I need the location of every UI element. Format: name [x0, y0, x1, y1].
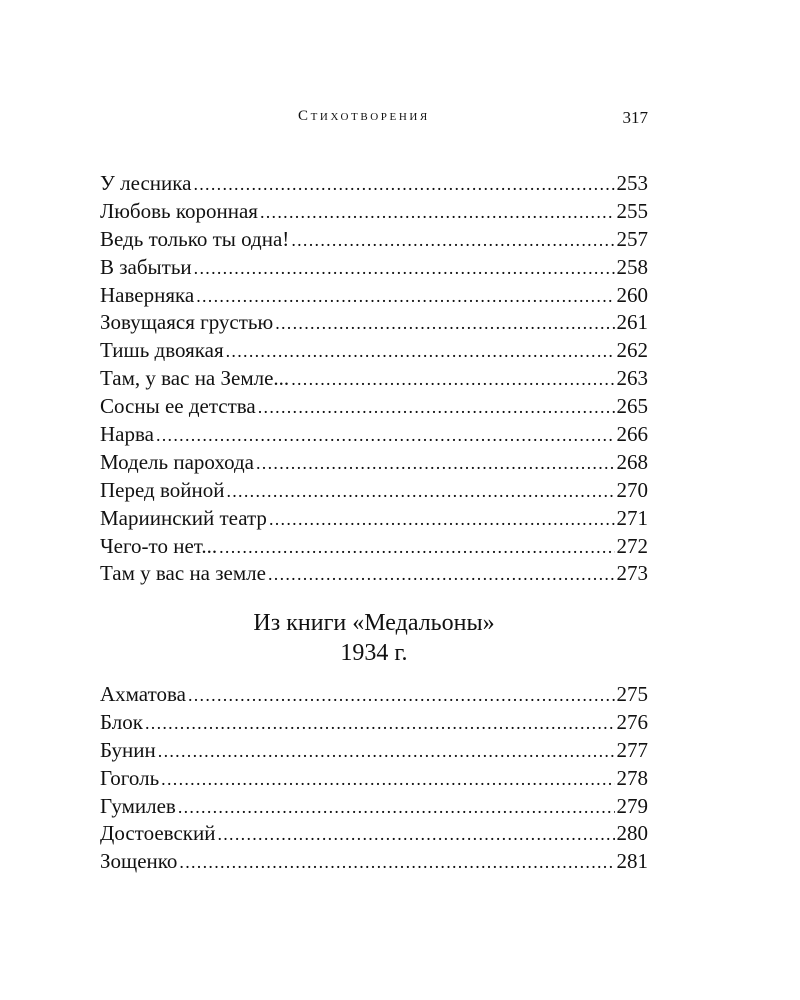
toc-entry-title: Модель парохода — [100, 449, 254, 474]
toc-entry-page: 270 — [616, 477, 648, 502]
toc-entry-title: Мариинский театр — [100, 505, 267, 530]
dot-leader — [194, 254, 615, 283]
toc-entry[interactable] — [100, 793, 648, 821]
dot-leader — [291, 365, 614, 394]
toc-entry-page: 263 — [616, 366, 648, 391]
section-heading-title: Из книги «Медальоны» — [253, 610, 495, 636]
toc-entry-title: Чего-то нет... — [100, 533, 218, 558]
dot-leader — [178, 793, 615, 822]
toc-entry-page: 257 — [616, 226, 648, 251]
toc-entry[interactable] — [100, 337, 648, 365]
toc-entry-title: Любовь коронная — [100, 198, 258, 223]
toc-entry-page: 262 — [616, 338, 648, 363]
toc-entry[interactable] — [100, 820, 648, 848]
dot-leader — [161, 765, 614, 794]
toc-entry[interactable] — [100, 254, 648, 282]
dot-leader — [158, 737, 615, 766]
toc-entry[interactable] — [100, 533, 648, 561]
toc-entry-title: Тишь двоякая — [100, 338, 224, 363]
toc-list-medallions — [100, 681, 648, 876]
toc-entry-page: 280 — [616, 821, 648, 846]
dot-leader — [260, 198, 615, 227]
dot-leader — [219, 533, 614, 562]
toc-entry[interactable] — [100, 421, 648, 449]
dot-leader — [226, 477, 614, 506]
toc-entry[interactable] — [100, 681, 648, 709]
section-heading — [100, 608, 648, 668]
dot-leader — [269, 505, 615, 534]
toc-entry-title: Гоголь — [100, 765, 160, 790]
dot-leader — [291, 226, 614, 255]
toc-entry-page: 277 — [616, 737, 648, 762]
toc-entry-title: Нарва — [100, 422, 154, 447]
toc-entry-page: 271 — [616, 505, 648, 530]
toc-entry-page: 266 — [616, 422, 648, 447]
page-number: 317 — [622, 108, 648, 127]
toc-entry[interactable] — [100, 477, 648, 505]
toc-entry[interactable] — [100, 365, 648, 393]
dot-leader — [258, 393, 615, 422]
toc-entry-title: Блок — [100, 709, 143, 734]
toc-entry-title: Ведь только ты одна! — [100, 226, 290, 251]
toc-entry-page: 273 — [616, 561, 648, 586]
dot-leader — [226, 337, 615, 366]
toc-entry-page: 255 — [616, 198, 648, 223]
toc-entry[interactable] — [100, 505, 648, 533]
toc-entry-title: Зовущаяся грустью — [100, 310, 274, 335]
dot-leader — [256, 449, 615, 478]
dot-leader — [179, 848, 614, 877]
dot-leader — [196, 282, 614, 311]
dot-leader — [275, 309, 614, 338]
toc-entry[interactable] — [100, 309, 648, 337]
dot-leader — [193, 170, 614, 199]
dot-leader — [145, 709, 615, 738]
toc-entry-title: В забытьи — [100, 254, 192, 279]
toc-entry[interactable] — [100, 282, 648, 310]
toc-entry-title: Ахматова — [100, 682, 186, 706]
toc-entry-page: 261 — [616, 310, 648, 335]
toc-entry-page: 268 — [616, 449, 648, 474]
toc-entry[interactable] — [100, 848, 648, 876]
toc-entry-page: 258 — [616, 254, 648, 279]
toc-entry[interactable] — [100, 449, 648, 477]
toc-entry[interactable] — [100, 393, 648, 421]
dot-leader — [156, 421, 615, 450]
toc-entry-page: 272 — [616, 533, 648, 558]
toc-entry[interactable] — [100, 560, 648, 588]
toc-entry-page: 278 — [616, 765, 648, 790]
toc-entry[interactable] — [100, 709, 648, 737]
toc-entry[interactable] — [100, 226, 648, 254]
dot-leader — [217, 820, 614, 849]
toc-entry-title: Зощенко — [100, 849, 178, 874]
dot-leader — [268, 560, 615, 589]
toc-entry-title: У лесника — [100, 171, 192, 195]
toc-entry-title: Сосны ее детства — [100, 394, 256, 419]
toc-entry-title: Там у вас на земле — [100, 561, 266, 586]
toc-entry-title: Наверняка — [100, 282, 195, 307]
toc-entry-page: 265 — [616, 394, 648, 419]
toc-entry-title: Бунин — [100, 737, 156, 762]
toc-entry[interactable] — [100, 198, 648, 226]
toc-entry-page: 275 — [616, 682, 648, 706]
toc-entry[interactable] — [100, 170, 648, 198]
toc-entry-page: 276 — [616, 709, 648, 734]
toc-entry[interactable] — [100, 765, 648, 793]
running-title: Стихотворения — [298, 108, 430, 124]
toc-entry-title: Достоевский — [100, 821, 216, 846]
dot-leader — [188, 681, 615, 710]
running-header — [100, 108, 648, 132]
toc-entry-title: Перед войной — [100, 477, 225, 502]
toc-entry-page: 253 — [616, 171, 648, 195]
toc-entry-title: Гумилев — [100, 793, 176, 818]
toc-entry-page: 279 — [616, 793, 648, 818]
section-heading-year: 1934 г. — [340, 640, 408, 666]
toc-entry-page: 281 — [616, 849, 648, 874]
toc-entry-page: 260 — [616, 282, 648, 307]
toc-entry-title: Там, у вас на Земле... — [100, 366, 290, 391]
toc-list-poems — [100, 170, 648, 588]
toc-entry[interactable] — [100, 737, 648, 765]
